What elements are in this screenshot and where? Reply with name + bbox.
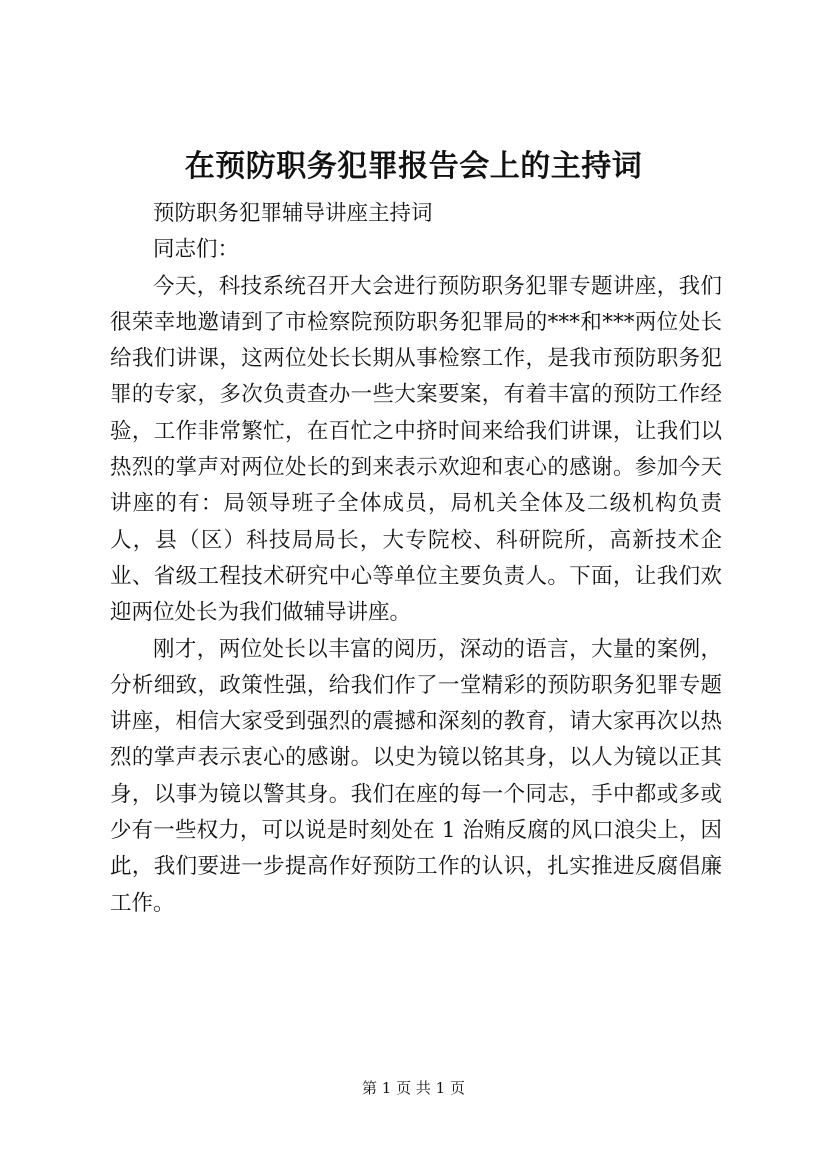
document-body (110, 196, 722, 922)
salutation-line: 同志们： (153, 237, 240, 263)
body-paragraph: 今天，科技系统召开大会进行预防职务犯罪专题讲座，我们很荣幸地邀请到了市检察院预防职务犯罪局的***和***两位处长给我们讲课，这两位处长长期从事检察工作，是我市预防职务犯罪的专家，多次负责查办一些大案要案，有着丰富的预防工作经验，工作非常繁忙，在百忙之中挤时间来给我们讲课，让我们以热烈的掌声对两位处长的到来表示欢迎和衷心的感谢。参加今天讲座的有：局领导班子全体成员，局机关全体及二级机构负责人，县（区）科技局局长，大专院校、科研院所，高新技术企业、省级工程技术研究中心等单位主要负责人。下面，让我们欢迎两位处长为我们做辅导讲座。 (110, 273, 722, 626)
subtitle-line: 预防职务犯罪辅导讲座主持词 (153, 201, 433, 226)
document-title: 在预防职务犯罪报告会上的主持词 (184, 149, 643, 184)
page-footer: 第 1 页 共 1 页 (362, 1079, 465, 1097)
body-paragraph: 刚才，两位处长以丰富的阅历，深动的语言，大量的案例，分析细致，政策性强，给我们作了一堂精彩的预防职务犯罪专题讲座，相信大家受到强烈的震撼和深刻的教育，请大家再次以热烈的掌声表示衷心的感谢。以史为镜以铭其身，以人为镜以正其身，以事为镜以警其身。我们在座的每一个同志，手中都或多或少有一些权力，可以说是时刻处在 1 治贿反腐的风口浪尖上，因此，我们要进一步提高作好预防工作的认识，扎实推进反腐倡廉工作。 (110, 636, 722, 916)
